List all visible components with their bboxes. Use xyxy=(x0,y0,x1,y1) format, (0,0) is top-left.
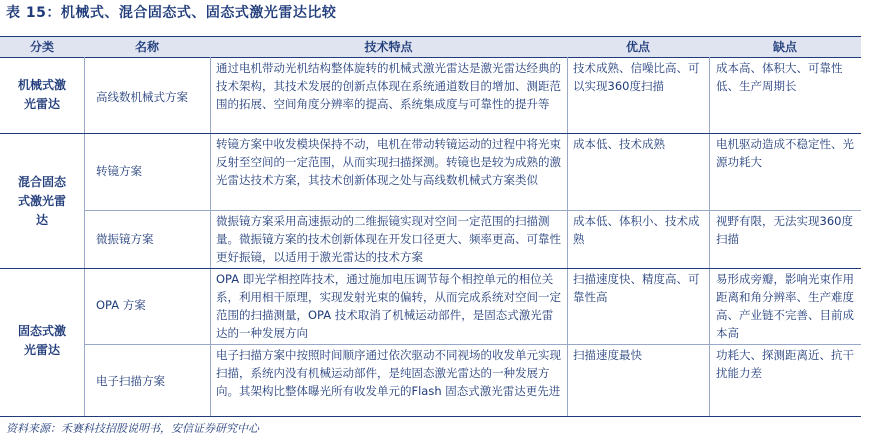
group-rule xyxy=(0,133,861,134)
source-note: 资料来源：禾赛科技招股说明书，安信证券研究中心 xyxy=(6,422,259,435)
row-cons: 易形成旁瓣，影响光束作用距离和角分辨率、生产难度高、产业链不完善、目前成本高 xyxy=(716,272,854,340)
table-bottom-rule xyxy=(0,416,861,417)
row-cons: 视野有限，无法实现360度扫描 xyxy=(716,214,853,246)
column-divider xyxy=(709,57,710,416)
header-bottom-rule xyxy=(0,57,861,58)
row-tech: 转镜方案中收发模块保持不动，电机在带动转镜运动的过程中将光束反射至空间的一定范围，从而实现扫描探测。转镜也是较为成熟的激光雷达技术方案，其技术创新体现之处与高线数机械式方案类似 xyxy=(216,137,561,187)
row-name: 高线数机械式方案 xyxy=(96,90,188,104)
header-pros: 优点 xyxy=(625,40,650,54)
row-tech: 微振镜方案采用高速振动的二维振镜实现对空间一定范围的扫描测量。微振镜方案的技术创新体现在开发口径更大、频率更高、可靠性更好振镜，以适用于激光雷达的技术方案 xyxy=(216,214,561,264)
column-divider xyxy=(567,57,568,416)
table-title: 表 15：机械式、混合固态式、固态式激光雷达比较 xyxy=(6,5,337,21)
header-tech: 技术特点 xyxy=(364,40,413,54)
category-hybrid: 混合固态式激光雷达 xyxy=(17,175,66,227)
row-cons: 成本高、体积大、可靠性低、生产周期长 xyxy=(716,61,843,93)
row-pros: 成本低、体积小、技术成熟 xyxy=(573,214,700,246)
row-cons: 功耗大、探测距离近、抗干扰能力差 xyxy=(716,348,854,380)
row-pros: 成本低、技术成熟 xyxy=(573,137,665,151)
row-name: 微振镜方案 xyxy=(96,232,154,246)
column-divider xyxy=(210,57,211,416)
header-name: 名称 xyxy=(134,40,159,54)
row-tech: 通过电机带动光机结构整体旋转的机械式激光雷达是激光雷达经典的技术架构，其技术发展的创新点体现在系统通道数目的增加、测距范围的拓展、空间角度分辨率的提高、系统集成度与可靠性的提升等 xyxy=(216,61,561,111)
row-tech: 电子扫描方案中按照时间顺序通过依次驱动不同视场的收发单元实现扫描，系统内没有机械运动部件，是纯固态激光雷达的一种发展方向。其架构比整体曝光所有收发单元的Flash 固态式激光雷达更先进 xyxy=(216,348,561,398)
row-pros: 扫描速度最快 xyxy=(573,348,642,362)
row-name: OPA 方案 xyxy=(96,298,146,312)
row-pros: 技术成熟、信噪比高、可以实现360度扫描 xyxy=(573,61,700,93)
row-pros: 扫描速度快、精度高、可靠性高 xyxy=(573,272,700,304)
header-cons: 缺点 xyxy=(772,40,797,54)
row-rule xyxy=(84,210,861,211)
group-rule xyxy=(0,268,861,269)
category-solid: 固态式激光雷达 xyxy=(17,324,66,357)
row-name: 转镜方案 xyxy=(96,164,142,178)
category-mechanical: 机械式激光雷达 xyxy=(17,78,66,111)
row-cons: 电机驱动造成不稳定性、光源功耗大 xyxy=(716,137,854,169)
column-divider xyxy=(84,57,85,416)
row-tech: OPA 即光学相控阵技术，通过施加电压调节每个相控单元的相位关系，利用相干原理，实现发射光束的偏转，从而完成系统对空间一定范围的扫描测量，OPA 技术取消了机械运动部件，是固态式激光雷达的一种发展方向 xyxy=(216,272,561,340)
row-rule xyxy=(84,344,861,345)
row-name: 电子扫描方案 xyxy=(96,374,165,388)
header-category: 分类 xyxy=(29,40,54,54)
